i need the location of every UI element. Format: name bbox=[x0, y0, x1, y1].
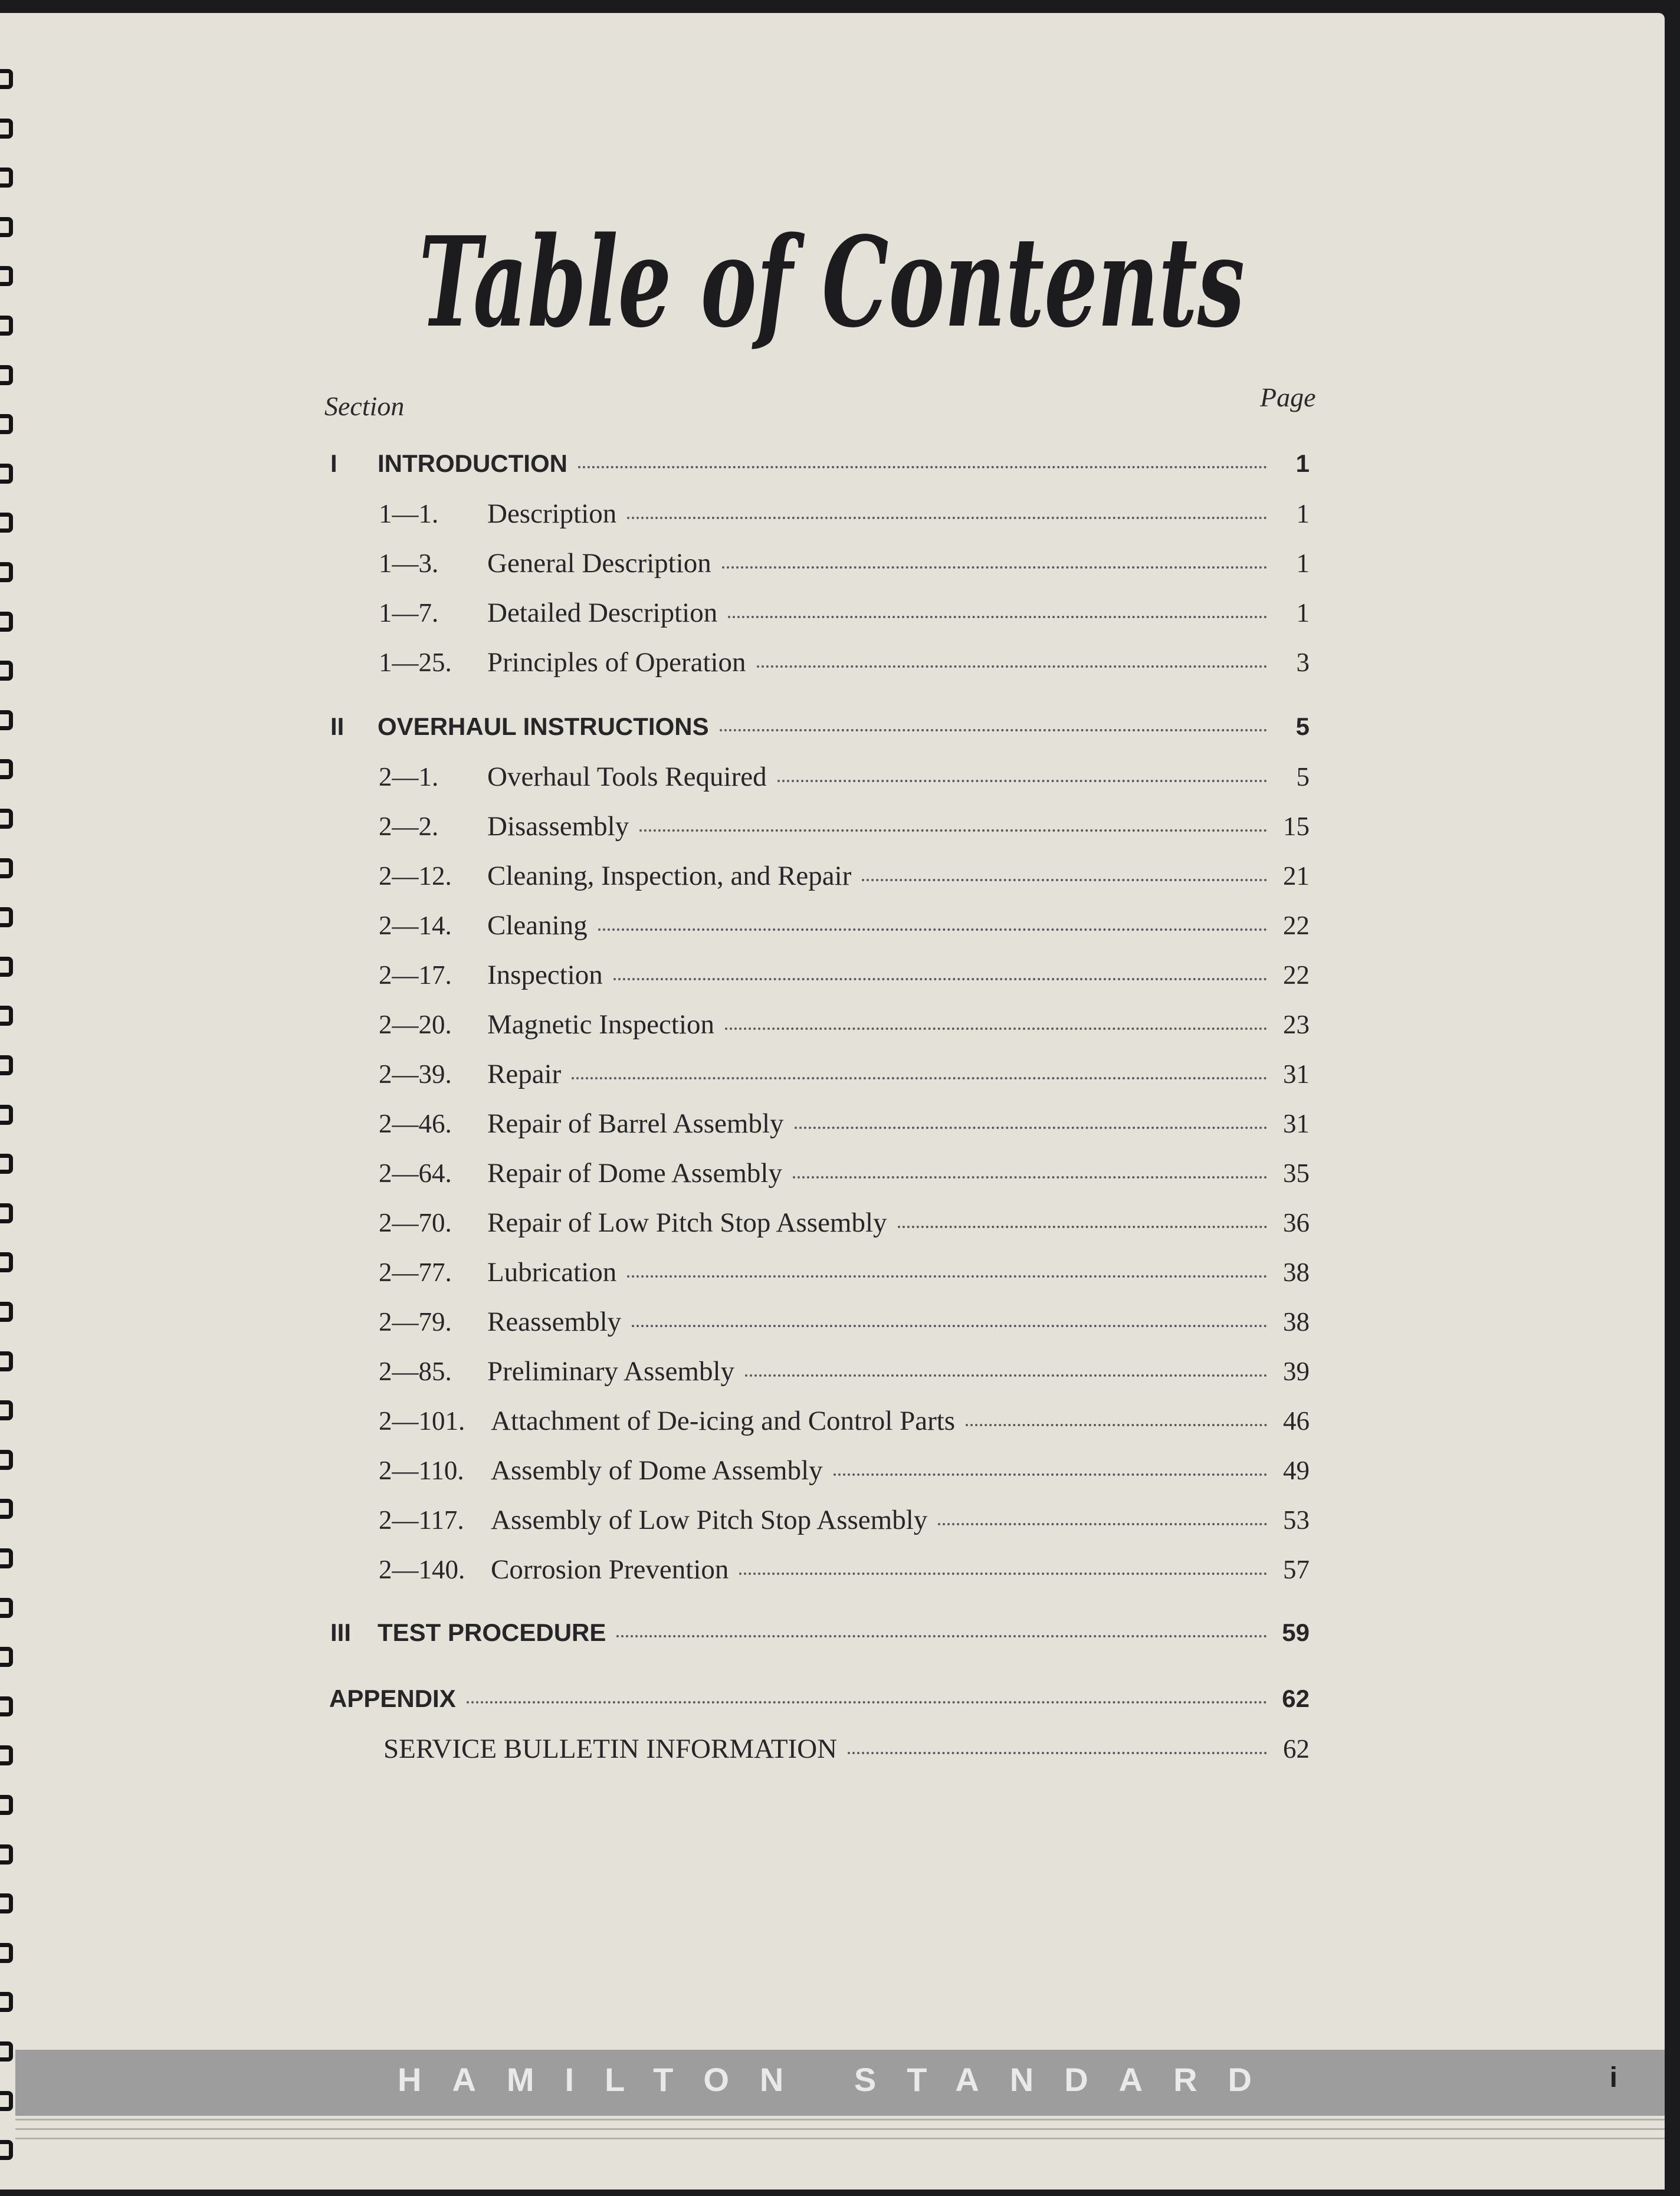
spiral-coil bbox=[0, 759, 13, 779]
toc-row bbox=[379, 959, 1310, 994]
toc-row bbox=[379, 498, 1310, 533]
toc-entry-title: Repair bbox=[487, 1059, 562, 1089]
spiral-coil bbox=[0, 809, 13, 829]
item-number: 2—39. bbox=[379, 1059, 452, 1089]
spiral-coil bbox=[0, 2140, 13, 2160]
toc-entry-title: Assembly of Low Pitch Stop Assembly bbox=[491, 1505, 928, 1535]
toc-page-number: 62 bbox=[1283, 1734, 1310, 1764]
spiral-coil bbox=[0, 2091, 13, 2111]
toc-page-number: 15 bbox=[1283, 812, 1310, 841]
toc-row bbox=[379, 910, 1310, 945]
spiral-coil bbox=[0, 464, 13, 484]
dot-leader bbox=[722, 566, 1267, 569]
dot-leader bbox=[739, 1573, 1267, 1575]
spiral-coil bbox=[0, 1154, 13, 1174]
spiral-coil bbox=[0, 316, 13, 336]
item-number: 2—70. bbox=[379, 1208, 452, 1237]
toc-row bbox=[379, 1058, 1310, 1094]
toc-page-number: 57 bbox=[1283, 1555, 1310, 1584]
spiral-coil bbox=[0, 1943, 13, 1963]
dot-leader bbox=[848, 1752, 1267, 1754]
toc-page-number: 53 bbox=[1283, 1505, 1310, 1535]
dot-leader bbox=[795, 1127, 1267, 1129]
spiral-coil bbox=[0, 414, 13, 434]
toc-entry-title: Cleaning, Inspection, and Repair bbox=[487, 861, 852, 891]
footer-bar bbox=[15, 2050, 1665, 2116]
dot-leader bbox=[725, 1028, 1267, 1030]
document-page bbox=[0, 13, 1665, 2190]
dot-leader bbox=[627, 517, 1267, 519]
toc-row bbox=[379, 646, 1310, 682]
toc-row bbox=[379, 1455, 1310, 1490]
spiral-coil bbox=[0, 217, 13, 237]
spiral-coil bbox=[0, 1006, 13, 1026]
item-number: 2—46. bbox=[379, 1109, 452, 1138]
spiral-coil bbox=[0, 957, 13, 977]
spiral-coil bbox=[0, 513, 13, 533]
toc-entry-title: SERVICE BULLETIN INFORMATION bbox=[383, 1734, 838, 1764]
toc-page-number: 31 bbox=[1283, 1109, 1310, 1138]
toc-page-number: 62 bbox=[1282, 1685, 1310, 1712]
toc-entry-title: Magnetic Inspection bbox=[487, 1009, 715, 1040]
toc-page-number: 1 bbox=[1296, 549, 1310, 578]
toc-page-number: 39 bbox=[1283, 1357, 1310, 1386]
item-number: 2—101. bbox=[379, 1406, 465, 1436]
toc-entry-title: Corrosion Prevention bbox=[491, 1554, 729, 1585]
toc-page-number: 38 bbox=[1283, 1258, 1310, 1287]
item-number: 1—25. bbox=[379, 648, 452, 677]
toc-row bbox=[329, 1685, 1310, 1720]
dot-leader bbox=[757, 665, 1267, 668]
toc-row bbox=[379, 810, 1310, 846]
spiral-coil bbox=[0, 858, 13, 878]
spiral-coil bbox=[0, 168, 13, 188]
item-number: 2—1. bbox=[379, 762, 439, 792]
page-column-header: Page bbox=[1260, 382, 1316, 412]
spiral-coil bbox=[0, 1203, 13, 1223]
item-number: 2—20. bbox=[379, 1010, 452, 1039]
footer-rule bbox=[15, 2138, 1665, 2139]
spiral-coil bbox=[0, 1598, 13, 1618]
toc-row bbox=[379, 1009, 1310, 1044]
toc-entry-title: Inspection bbox=[487, 960, 603, 990]
toc-entry-title: General Description bbox=[487, 548, 711, 579]
toc-entry-title: OVERHAUL INSTRUCTIONS bbox=[378, 713, 709, 740]
item-number: 2—77. bbox=[379, 1258, 452, 1287]
dot-leader bbox=[616, 1635, 1267, 1637]
toc-entry-title: Assembly of Dome Assembly bbox=[491, 1455, 823, 1486]
item-number: 1—7. bbox=[379, 598, 439, 628]
spiral-coil bbox=[0, 2041, 13, 2062]
item-number: 1—1. bbox=[379, 499, 439, 529]
item-number: 2—14. bbox=[379, 911, 452, 940]
toc-entry-title: Cleaning bbox=[487, 910, 588, 941]
item-number: 2—17. bbox=[379, 960, 452, 990]
spiral-coil bbox=[0, 1795, 13, 1815]
section-numeral: II bbox=[330, 713, 344, 740]
toc-entry-title: Description bbox=[487, 498, 617, 529]
toc-page-number: 21 bbox=[1283, 861, 1310, 891]
toc-entry-title: Repair of Dome Assembly bbox=[487, 1158, 782, 1189]
toc-page-number: 1 bbox=[1296, 499, 1310, 529]
toc-row bbox=[379, 1207, 1310, 1242]
toc-entry-title: Detailed Description bbox=[487, 598, 718, 628]
spiral-coil bbox=[0, 266, 13, 286]
toc-page-number: 59 bbox=[1282, 1619, 1310, 1646]
spiral-binding bbox=[0, 69, 15, 2169]
toc-row bbox=[383, 1733, 1310, 1768]
section-column-header: Section bbox=[324, 391, 405, 421]
dot-leader bbox=[467, 1701, 1267, 1703]
toc-entry-title: TEST PROCEDURE bbox=[378, 1619, 606, 1646]
spiral-coil bbox=[0, 661, 13, 681]
toc-entry-title: Reassembly bbox=[487, 1307, 622, 1337]
item-number: 2—2. bbox=[379, 812, 439, 841]
toc-entry-title: APPENDIX bbox=[329, 1685, 456, 1712]
spiral-coil bbox=[0, 1499, 13, 1519]
toc-page-number: 23 bbox=[1283, 1010, 1310, 1039]
toc-entry-title: Preliminary Assembly bbox=[487, 1356, 735, 1387]
dot-leader bbox=[720, 729, 1267, 731]
toc-row bbox=[379, 761, 1310, 796]
dot-leader bbox=[613, 978, 1267, 980]
spiral-coil bbox=[0, 1647, 13, 1667]
dot-leader bbox=[898, 1226, 1267, 1228]
spiral-coil bbox=[0, 119, 13, 139]
toc-entry-title: INTRODUCTION bbox=[378, 449, 567, 477]
dot-leader bbox=[639, 829, 1267, 832]
item-number: 2—79. bbox=[379, 1307, 452, 1337]
spiral-coil bbox=[0, 1105, 13, 1125]
toc-page-number: 31 bbox=[1283, 1059, 1310, 1089]
dot-leader bbox=[728, 616, 1267, 618]
spiral-coil bbox=[0, 1400, 13, 1420]
toc-row bbox=[379, 1256, 1310, 1292]
spiral-coil bbox=[0, 69, 13, 89]
spiral-coil bbox=[0, 1696, 13, 1716]
toc-row bbox=[379, 860, 1310, 895]
dot-leader bbox=[793, 1176, 1267, 1179]
spiral-coil bbox=[0, 1844, 13, 1865]
toc-page-number: 35 bbox=[1283, 1158, 1310, 1188]
page-number: i bbox=[1609, 2062, 1617, 2093]
toc-entry-title: Disassembly bbox=[487, 811, 629, 842]
dot-leader bbox=[938, 1523, 1267, 1525]
dot-leader bbox=[632, 1325, 1267, 1327]
toc-page-number: 22 bbox=[1283, 911, 1310, 940]
dot-leader bbox=[572, 1077, 1267, 1079]
section-numeral: I bbox=[330, 449, 337, 477]
brand-name: HAMILTON STANDARD bbox=[398, 2061, 1282, 2098]
item-number: 2—64. bbox=[379, 1158, 452, 1188]
section-numeral: III bbox=[330, 1619, 352, 1646]
page-title bbox=[413, 209, 1251, 358]
item-number: 2—117. bbox=[379, 1505, 464, 1535]
toc-entry-title: Overhaul Tools Required bbox=[487, 761, 767, 792]
spiral-coil bbox=[0, 1302, 13, 1322]
toc-page-number: 1 bbox=[1295, 449, 1310, 477]
dot-leader bbox=[598, 928, 1267, 931]
dot-leader bbox=[966, 1424, 1267, 1426]
toc-entry-title: Attachment of De-icing and Control Parts bbox=[491, 1406, 956, 1436]
item-number: 2—140. bbox=[379, 1555, 465, 1584]
spiral-coil bbox=[0, 1351, 13, 1371]
footer-rule bbox=[15, 2128, 1665, 2130]
toc-row bbox=[379, 1306, 1310, 1341]
toc-page-number: 22 bbox=[1283, 960, 1310, 990]
spiral-coil bbox=[0, 612, 13, 632]
spiral-coil bbox=[0, 1745, 13, 1765]
dot-leader bbox=[578, 466, 1267, 468]
toc-entry-title: Repair of Low Pitch Stop Assembly bbox=[487, 1207, 887, 1238]
spiral-coil bbox=[0, 1893, 13, 1913]
toc-page-number: 38 bbox=[1283, 1307, 1310, 1337]
item-number: 2—110. bbox=[379, 1456, 464, 1485]
item-number: 2—12. bbox=[379, 861, 452, 891]
spiral-coil bbox=[0, 1548, 13, 1568]
toc-entry-title: Lubrication bbox=[487, 1257, 617, 1288]
toc-page-number: 5 bbox=[1296, 762, 1310, 792]
spiral-coil bbox=[0, 907, 13, 927]
spiral-coil bbox=[0, 1055, 13, 1075]
spiral-coil bbox=[0, 710, 13, 730]
dot-leader bbox=[834, 1473, 1267, 1476]
toc-page-number: 3 bbox=[1296, 648, 1310, 677]
toc-page-number: 49 bbox=[1283, 1456, 1310, 1485]
toc-row bbox=[330, 713, 1310, 748]
toc-row bbox=[379, 1355, 1310, 1391]
toc-row bbox=[379, 1157, 1310, 1193]
spiral-coil bbox=[0, 1450, 13, 1470]
toc-row bbox=[330, 449, 1310, 485]
spiral-coil bbox=[0, 1252, 13, 1272]
toc-page-number: 5 bbox=[1295, 713, 1310, 740]
spiral-coil bbox=[0, 562, 13, 582]
toc-row bbox=[379, 1554, 1310, 1589]
toc-page-number: 1 bbox=[1296, 598, 1310, 628]
toc-row bbox=[379, 597, 1310, 632]
toc-row bbox=[379, 1504, 1310, 1540]
dot-leader bbox=[745, 1374, 1267, 1377]
toc-row bbox=[379, 1405, 1310, 1440]
toc-row bbox=[330, 1619, 1310, 1654]
toc-entry-title: Repair of Barrel Assembly bbox=[487, 1108, 784, 1139]
item-number: 2—85. bbox=[379, 1357, 452, 1386]
dot-leader bbox=[777, 780, 1267, 782]
spiral-coil bbox=[0, 1992, 13, 2012]
svg-text:Table of Contents: Table of Contents bbox=[419, 209, 1245, 355]
dot-leader bbox=[627, 1275, 1267, 1278]
toc-row bbox=[379, 1108, 1310, 1143]
toc-page-number: 46 bbox=[1283, 1406, 1310, 1436]
toc-entry-title: Principles of Operation bbox=[487, 647, 746, 678]
item-number: 1—3. bbox=[379, 549, 439, 578]
footer-rule bbox=[15, 2119, 1665, 2120]
toc-row bbox=[379, 547, 1310, 583]
toc-page-number: 36 bbox=[1283, 1208, 1310, 1237]
spiral-coil bbox=[0, 365, 13, 385]
dot-leader bbox=[862, 879, 1267, 881]
